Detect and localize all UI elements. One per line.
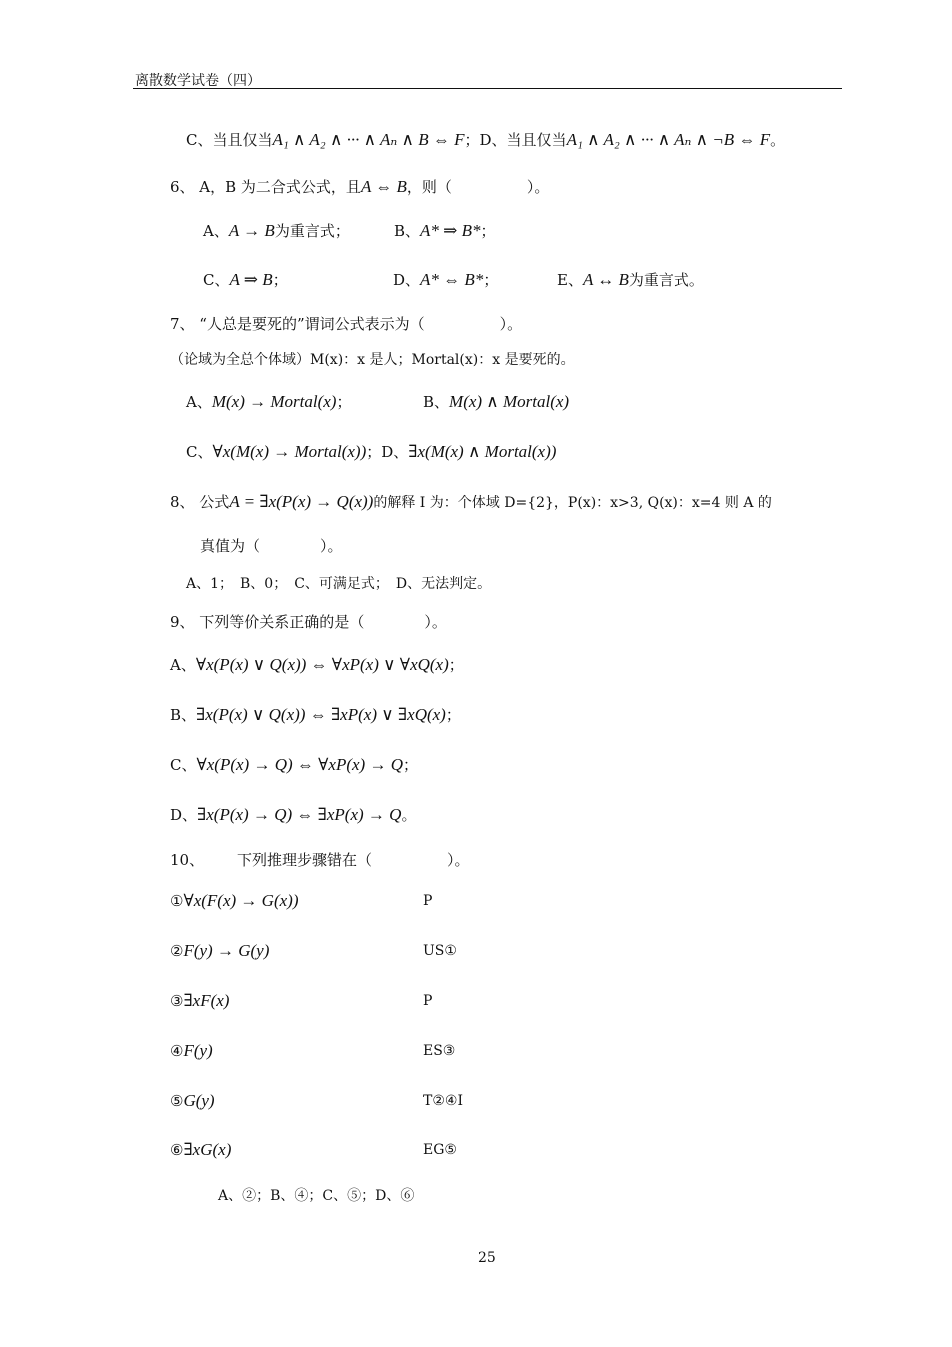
q6-stem — [170, 177, 549, 197]
q6-b-text: ； — [480, 222, 496, 240]
q6-a-label: A、 — [203, 222, 229, 240]
step-reason: US① — [423, 943, 457, 959]
q10-step — [170, 1091, 670, 1111]
q5-options-line — [186, 130, 785, 150]
q6-a-formula: A → B — [228, 221, 275, 240]
q7-a-sep: ； — [336, 393, 352, 411]
step-reason: P — [423, 893, 433, 909]
q6-d-text: ； — [483, 271, 499, 289]
q9-option-b — [170, 705, 461, 725]
q6-e-text: 为重言式。 — [628, 271, 704, 289]
q9-a-formula: ∀x(P(x) ∨ Q(x)) ⇔ ∀xP(x) ∨ ∀xQ(x) — [195, 655, 449, 674]
q9-c-end: ； — [402, 756, 418, 774]
q5-sep: ；D、当且仅当 — [464, 131, 567, 149]
step-number: ① — [170, 892, 184, 910]
q10-stem-num: 10、 — [170, 851, 205, 869]
q6-option-e — [557, 270, 704, 290]
q10-step — [170, 991, 670, 1011]
q6-c-label: C、 — [203, 271, 230, 289]
q9-c-label: C、 — [170, 756, 197, 774]
step-formula: ∃xG(x) — [183, 1140, 232, 1159]
step-formula: ∀x(F(x) → G(x)) — [183, 891, 299, 910]
q10-step — [170, 1041, 670, 1061]
q6-a-text: 为重言式； — [274, 222, 350, 240]
step-formula: F(y) → G(y) — [183, 941, 270, 960]
q6-d-label: D、 — [393, 271, 421, 289]
q7-option-a — [186, 392, 351, 412]
page-header-title: 离散数学试卷（四） — [135, 73, 261, 89]
q6-option-c — [203, 270, 288, 290]
q9-option-a — [170, 655, 464, 675]
step-reason: T②④I — [423, 1093, 463, 1109]
q9-d-end: 。 — [401, 806, 417, 824]
q7-b-label: B、 — [423, 393, 450, 411]
q6-e-formula: A ↔ B — [582, 270, 629, 289]
q9-a-label: A、 — [170, 656, 196, 674]
step-number: ⑥ — [170, 1141, 184, 1159]
q7-option-b — [423, 392, 569, 412]
q10-step — [170, 891, 670, 911]
q8-formula: A = ∃x(P(x) → Q(x)) — [229, 492, 374, 511]
q7-b-formula: M(x) ∧ Mortal(x) — [449, 392, 570, 411]
q9-d-formula: ∃x(P(x) → Q) ⇔ ∃xP(x) → Q — [197, 805, 402, 824]
step-reason: EG⑤ — [423, 1142, 457, 1158]
step-reason: ES③ — [423, 1043, 456, 1059]
q7-c-label: C、 — [186, 443, 213, 461]
q9-d-label: D、 — [170, 806, 198, 824]
q5-end: 。 — [770, 131, 786, 149]
q7-c-formula: ∀x(M(x) → Mortal(x)) — [212, 442, 367, 461]
q7-option-cd — [186, 442, 556, 462]
q7-a-label: A、 — [186, 393, 212, 411]
q9-a-end: ； — [448, 656, 464, 674]
q7-note: （论域为全总个体域）M(x)：x 是人；Mortal(x)：x 是要死的。 — [170, 352, 575, 368]
step-number: ③ — [170, 992, 184, 1010]
q8-stem — [170, 492, 772, 513]
q6-option-d — [393, 270, 498, 290]
step-reason: P — [423, 993, 433, 1009]
q6-d-formula: A* ⇔ B* — [420, 270, 484, 289]
q6-stem-b: ，则（ ）。 — [406, 178, 550, 196]
q9-option-d — [170, 805, 416, 825]
q10-stem: 下列推理步骤错在（ ）。 — [237, 851, 470, 869]
step-formula: ∃xF(x) — [183, 991, 230, 1010]
q9-b-end: ； — [445, 706, 461, 724]
q5-c-formula: A₁ ∧ A₂ ∧ ··· ∧ Aₙ ∧ B ⇔ F — [272, 130, 465, 149]
q7-a-formula: M(x) → Mortal(x) — [211, 392, 337, 411]
q9-stem: 9、 下列等价关系正确的是（ ）。 — [170, 613, 447, 631]
q6-option-a — [203, 221, 350, 241]
q9-option-c — [170, 755, 418, 775]
q6-option-b — [394, 221, 496, 241]
q10-step — [170, 1140, 670, 1160]
q8-stem-a: 8、 公式 — [170, 493, 230, 511]
step-number: ② — [170, 942, 184, 960]
q7-stem: 7、 “人总是要死的”谓词公式表示为（ ）。 — [170, 315, 523, 333]
page-number: 25 — [478, 1250, 496, 1266]
q10-step — [170, 941, 670, 961]
q5-d-formula: A₁ ∧ A₂ ∧ ··· ∧ Aₙ ∧ ¬B ⇔ F — [566, 130, 771, 149]
q6-e-label: E、 — [557, 271, 583, 289]
step-formula: F(y) — [183, 1041, 213, 1060]
q7-c-sep: ；D、 — [366, 443, 409, 461]
q6-c-formula: A ⇒ B — [229, 270, 273, 289]
q9-b-formula: ∃x(P(x) ∨ Q(x)) ⇔ ∃xP(x) ∨ ∃xQ(x) — [196, 705, 446, 724]
q10-options: A、②；B、④；C、⑤；D、⑥ — [218, 1188, 415, 1204]
q7-d-formula: ∃x(M(x) ∧ Mortal(x)) — [408, 442, 557, 461]
q9-c-formula: ∀x(P(x) → Q) ⇔ ∀xP(x) → Q — [196, 755, 403, 774]
q6-b-label: B、 — [394, 222, 421, 240]
step-formula: G(y) — [183, 1091, 215, 1110]
q6-c-text: ； — [272, 271, 288, 289]
header-rule — [133, 88, 842, 89]
step-number: ④ — [170, 1042, 184, 1060]
q6-b-formula: A* ⇒ B* — [420, 221, 481, 240]
q9-b-label: B、 — [170, 706, 197, 724]
step-number: ⑤ — [170, 1092, 184, 1110]
q5-c-prefix: C、当且仅当 — [186, 131, 273, 149]
q8-stem-cont: 真值为（ ）。 — [200, 537, 343, 555]
q6-stem-a: 6、 A，B 为二合式公式，且 — [170, 178, 361, 196]
q6-stem-formula: A ⇔ B — [360, 177, 407, 196]
q8-options: A、1； B、0； C、可满足式； D、无法判定。 — [186, 576, 492, 592]
q8-stem-b: 的解释 I 为：个体域 D={2}，P(x)：x>3, Q(x)：x=4 则 A 的 — [373, 495, 772, 511]
